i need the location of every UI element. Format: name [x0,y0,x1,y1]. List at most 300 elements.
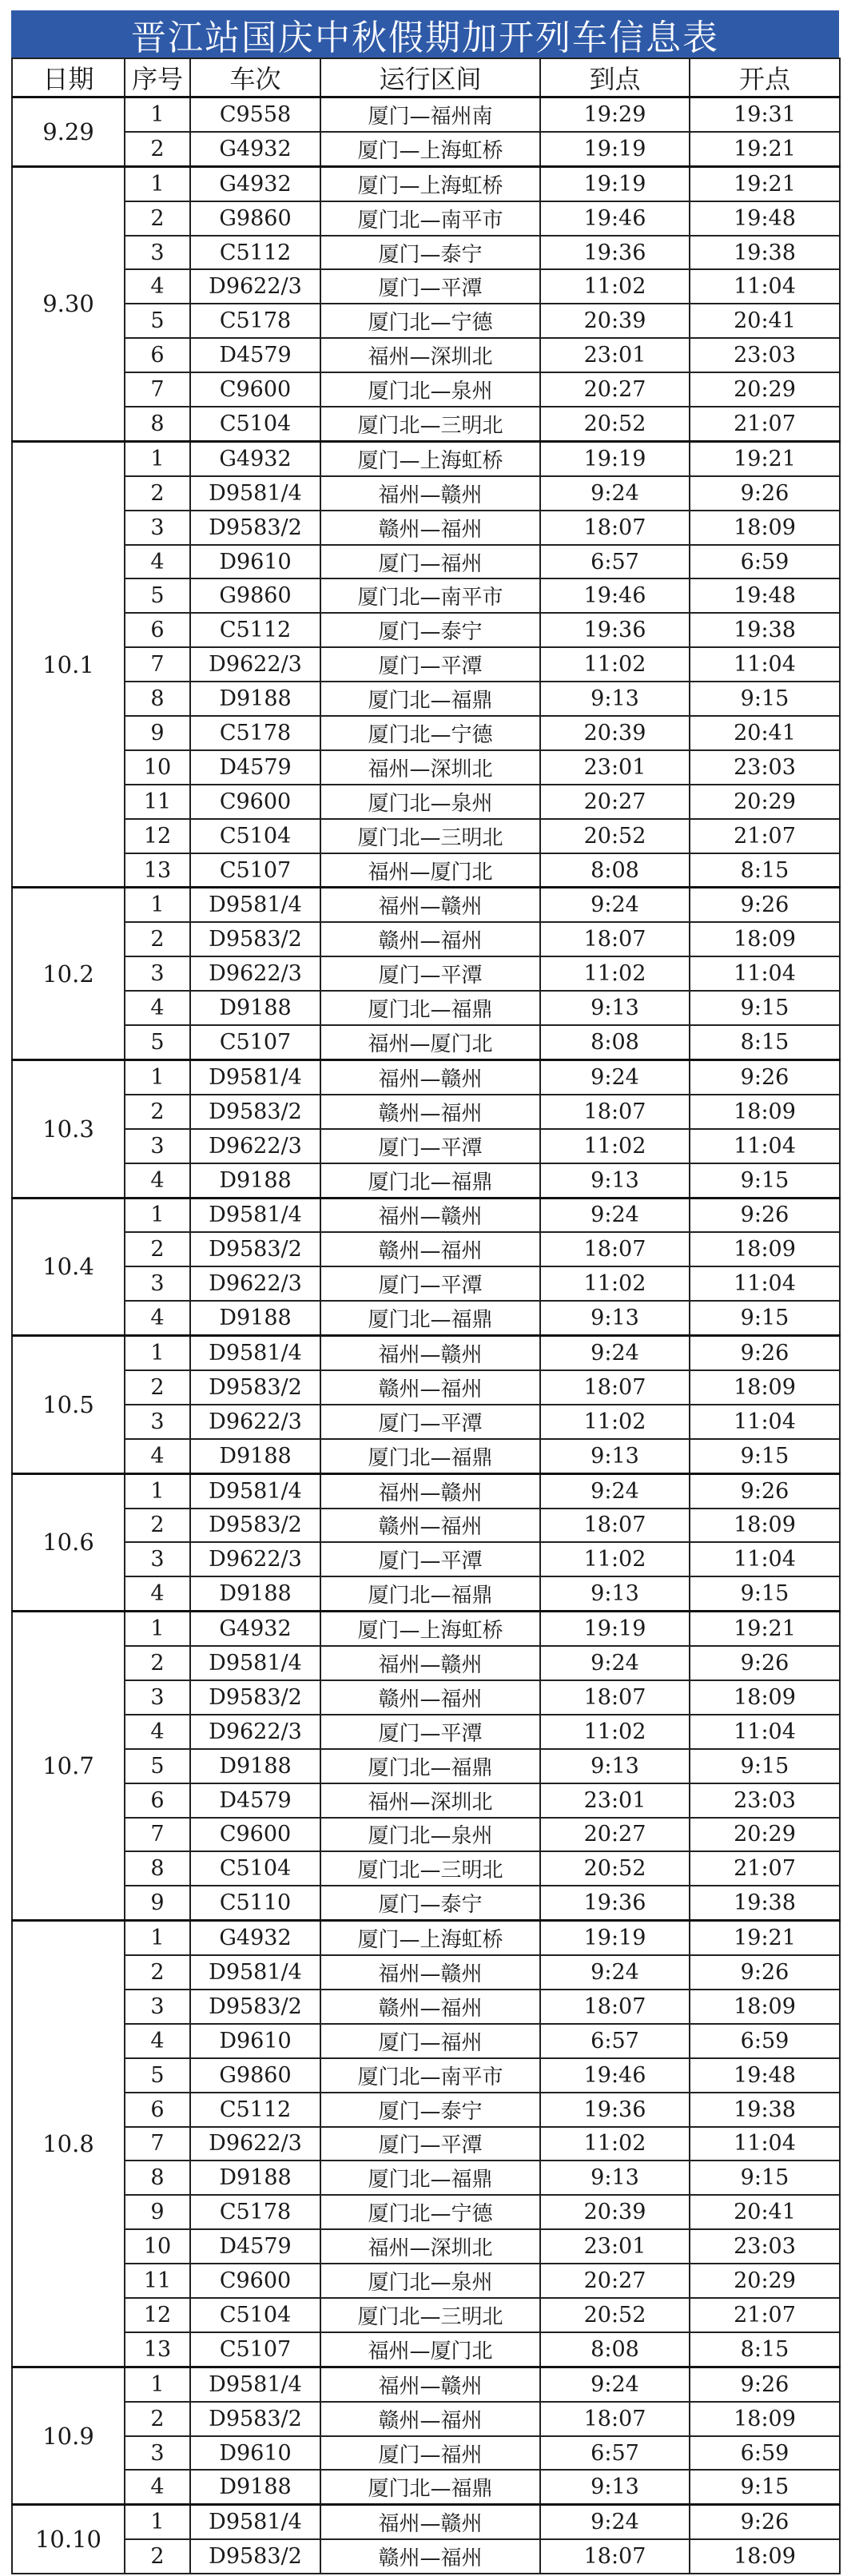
train-number-cell: D9583/2 [190,1680,320,1715]
table-row [12,2229,840,2264]
train-number-cell: C9600 [190,785,320,819]
arrive-time-cell: 18:07 [540,1990,690,2024]
seq-cell: 1 [125,1059,190,1094]
seq-cell: 3 [125,1680,190,1715]
depart-time-cell: 9:26 [690,476,840,511]
route-cell: 厦门—福州南 [320,97,540,132]
train-number-cell: D9188 [190,1301,320,1335]
table-row [12,1198,840,1232]
seq-cell: 5 [125,304,190,338]
arrive-time-cell: 19:19 [540,1612,690,1646]
table-row [12,338,840,372]
train-number-cell: C9558 [190,97,320,132]
table-row [12,1473,840,1508]
table-row [12,613,840,647]
train-number-cell: C5104 [190,1851,320,1886]
route-cell: 赣州—福州 [320,1509,540,1543]
arrive-time-cell: 9:13 [540,682,690,716]
depart-time-cell: 18:09 [690,922,840,956]
route-cell: 厦门北—福鼎 [320,2161,540,2195]
route-cell: 厦门北—泉州 [320,372,540,407]
seq-cell: 2 [125,2539,190,2574]
arrive-time-cell: 9:13 [540,2161,690,2195]
seq-cell: 3 [125,1266,190,1301]
train-number-cell: C9600 [190,372,320,407]
arrive-time-cell: 9:24 [540,1059,690,1094]
table-row [12,1405,840,1439]
train-number-cell: G9860 [190,578,320,613]
train-number-cell: D9188 [190,1163,320,1198]
train-number-cell: D9583/2 [190,922,320,956]
arrive-time-cell: 20:27 [540,2264,690,2298]
depart-time-cell: 8:15 [690,1025,840,1059]
seq-cell: 11 [125,2264,190,2298]
arrive-time-cell: 23:01 [540,2229,690,2264]
seq-cell: 1 [125,441,190,475]
depart-time-cell: 19:21 [690,132,840,166]
route-cell: 福州—赣州 [320,1955,540,1990]
table-row [12,2264,840,2298]
table-row [12,2127,840,2161]
date-cell: 10.4 [12,1198,125,1336]
train-number-cell: D9581/4 [190,476,320,511]
table-row [12,1542,840,1576]
route-cell: 厦门北—泉州 [320,1818,540,1852]
route-cell: 厦门北—宁德 [320,716,540,750]
arrive-time-cell: 19:19 [540,132,690,166]
depart-time-cell: 18:09 [690,1680,840,1715]
seq-cell: 9 [125,716,190,750]
depart-time-cell: 20:41 [690,304,840,338]
table-row [12,236,840,270]
table-row [12,1576,840,1611]
train-number-cell: D9583/2 [190,1509,320,1543]
table-row [12,1059,840,1094]
seq-cell: 5 [125,2058,190,2093]
arrive-time-cell: 18:07 [540,1095,690,1129]
train-number-cell: C9600 [190,2264,320,2298]
table-row [12,407,840,441]
seq-cell: 8 [125,2161,190,2195]
table-row [12,1680,840,1715]
train-number-cell: D9583/2 [190,1990,320,2024]
arrive-time-cell: 9:24 [540,1336,690,1370]
seq-cell: 2 [125,1232,190,1266]
arrive-time-cell: 9:13 [540,2470,690,2504]
depart-time-cell: 11:04 [690,269,840,304]
depart-time-cell: 11:04 [690,2127,840,2161]
arrive-time-cell: 18:07 [540,922,690,956]
route-cell: 福州—赣州 [320,888,540,922]
depart-time-cell: 19:38 [690,1886,840,1920]
arrive-time-cell: 18:07 [540,2402,690,2436]
route-cell: 厦门—福州 [320,2436,540,2471]
seq-cell: 9 [125,1886,190,1920]
table-row [12,372,840,407]
arrive-time-cell: 20:52 [540,1851,690,1886]
seq-cell: 1 [125,1473,190,1508]
route-cell: 厦门北—宁德 [320,304,540,338]
depart-time-cell: 23:03 [690,338,840,372]
train-number-cell: G4932 [190,441,320,475]
route-cell: 厦门—平潭 [320,1715,540,1749]
route-cell: 厦门北—泉州 [320,785,540,819]
depart-time-cell: 11:04 [690,647,840,682]
table-row [12,1851,840,1886]
seq-cell: 3 [125,1405,190,1439]
route-cell: 厦门北—南平市 [320,2058,540,2093]
seq-cell: 3 [125,511,190,545]
table-row [12,166,840,201]
seq-cell: 2 [125,1955,190,1990]
depart-time-cell: 19:21 [690,1612,840,1646]
arrive-time-cell: 19:46 [540,201,690,236]
train-number-cell: C5104 [190,407,320,441]
seq-cell: 8 [125,407,190,441]
table-row [12,1336,840,1370]
depart-time-cell: 9:26 [690,2505,840,2539]
seq-cell: 7 [125,2127,190,2161]
header-seq: 序号 [125,58,190,97]
train-number-cell: C5107 [190,853,320,888]
table-row [12,2539,840,2574]
arrive-time-cell: 11:02 [540,1542,690,1576]
train-number-cell: D9583/2 [190,2402,320,2436]
arrive-time-cell: 20:39 [540,2195,690,2229]
depart-time-cell: 19:38 [690,613,840,647]
route-cell: 厦门—上海虹桥 [320,132,540,166]
table-row [12,1646,840,1680]
arrive-time-cell: 19:36 [540,2093,690,2127]
train-schedule-table [11,58,841,2574]
seq-cell: 2 [125,201,190,236]
arrive-time-cell: 20:39 [540,304,690,338]
train-number-cell: C5107 [190,1025,320,1059]
depart-time-cell: 9:15 [690,991,840,1025]
seq-cell: 10 [125,750,190,785]
table-row [12,1749,840,1783]
arrive-time-cell: 11:02 [540,956,690,991]
arrive-time-cell: 20:52 [540,407,690,441]
table-row [12,956,840,991]
table-row [12,785,840,819]
depart-time-cell: 11:04 [690,1129,840,1163]
route-cell: 厦门北—福鼎 [320,1439,540,1473]
depart-time-cell: 9:15 [690,1576,840,1611]
depart-time-cell: 11:04 [690,956,840,991]
train-number-cell: C5178 [190,304,320,338]
arrive-time-cell: 9:13 [540,1163,690,1198]
route-cell: 福州—厦门北 [320,1025,540,1059]
arrive-time-cell: 23:01 [540,1783,690,1818]
table-row [12,304,840,338]
route-cell: 厦门北—福鼎 [320,682,540,716]
table-row [12,97,840,132]
seq-cell: 1 [125,1336,190,1370]
depart-time-cell: 23:03 [690,750,840,785]
route-cell: 厦门北—南平市 [320,578,540,613]
seq-cell: 1 [125,2367,190,2401]
train-number-cell: G9860 [190,2058,320,2093]
route-cell: 赣州—福州 [320,1680,540,1715]
depart-time-cell: 20:29 [690,785,840,819]
route-cell: 厦门—平潭 [320,1266,540,1301]
table-row [12,922,840,956]
seq-cell: 9 [125,2195,190,2229]
depart-time-cell: 20:29 [690,1818,840,1852]
arrive-time-cell: 6:57 [540,2436,690,2471]
arrive-time-cell: 9:24 [540,1198,690,1232]
train-number-cell: D9581/4 [190,1646,320,1680]
depart-time-cell: 20:29 [690,372,840,407]
seq-cell: 2 [125,1509,190,1543]
route-cell: 厦门—泰宁 [320,1886,540,1920]
seq-cell: 6 [125,613,190,647]
seq-cell: 5 [125,1025,190,1059]
date-cell: 10.10 [12,2505,125,2574]
seq-cell: 2 [125,1646,190,1680]
train-number-cell: D9622/3 [190,1542,320,1576]
arrive-time-cell: 9:24 [540,1473,690,1508]
train-number-cell: G4932 [190,132,320,166]
depart-time-cell: 9:26 [690,1646,840,1680]
route-cell: 厦门北—福鼎 [320,1576,540,1611]
train-number-cell: D9583/2 [190,511,320,545]
depart-time-cell: 19:38 [690,236,840,270]
seq-cell: 1 [125,888,190,922]
seq-cell: 13 [125,853,190,888]
table-row [12,991,840,1025]
route-cell: 厦门—福州 [320,2024,540,2058]
depart-time-cell: 19:48 [690,578,840,613]
table-row [12,545,840,579]
depart-time-cell: 11:04 [690,1266,840,1301]
depart-time-cell: 6:59 [690,2436,840,2471]
seq-cell: 4 [125,2024,190,2058]
table-row [12,1439,840,1473]
seq-cell: 4 [125,1715,190,1749]
train-number-cell: D9610 [190,545,320,579]
seq-cell: 6 [125,2093,190,2127]
table-row [12,2470,840,2504]
train-number-cell: D9583/2 [190,1370,320,1405]
depart-time-cell: 8:15 [690,853,840,888]
depart-time-cell: 9:26 [690,1473,840,1508]
train-number-cell: D9581/4 [190,2505,320,2539]
table-row [12,269,840,304]
seq-cell: 10 [125,2229,190,2264]
route-cell: 厦门—上海虹桥 [320,1921,540,1955]
table-row [12,1025,840,1059]
table-row [12,2367,840,2401]
table-row [12,1955,840,1990]
arrive-time-cell: 11:02 [540,1129,690,1163]
arrive-time-cell: 20:52 [540,819,690,853]
depart-time-cell: 9:15 [690,1749,840,1783]
seq-cell: 12 [125,2298,190,2332]
seq-cell: 2 [125,1095,190,1129]
route-cell: 福州—赣州 [320,1059,540,1094]
arrive-time-cell: 11:02 [540,1405,690,1439]
depart-time-cell: 21:07 [690,819,840,853]
depart-time-cell: 19:31 [690,97,840,132]
seq-cell: 3 [125,1990,190,2024]
seq-cell: 11 [125,785,190,819]
depart-time-cell: 21:07 [690,2298,840,2332]
seq-cell: 1 [125,97,190,132]
table-row [12,2402,840,2436]
seq-cell: 1 [125,1921,190,1955]
header-train: 车次 [190,58,320,97]
arrive-time-cell: 19:36 [540,613,690,647]
arrive-time-cell: 8:08 [540,853,690,888]
depart-time-cell: 19:48 [690,2058,840,2093]
table-row [12,853,840,888]
route-cell: 福州—赣州 [320,1473,540,1508]
table-row [12,476,840,511]
depart-time-cell: 21:07 [690,1851,840,1886]
date-cell: 10.7 [12,1612,125,1921]
depart-time-cell: 9:26 [690,1955,840,1990]
train-number-cell: D9188 [190,682,320,716]
route-cell: 厦门北—三明北 [320,1851,540,1886]
seq-cell: 4 [125,1439,190,1473]
train-number-cell: D9622/3 [190,647,320,682]
arrive-time-cell: 18:07 [540,1509,690,1543]
arrive-time-cell: 9:13 [540,991,690,1025]
arrive-time-cell: 8:08 [540,2332,690,2367]
depart-time-cell: 18:09 [690,1509,840,1543]
depart-time-cell: 19:48 [690,201,840,236]
train-number-cell: D9188 [190,1439,320,1473]
train-number-cell: D4579 [190,338,320,372]
train-number-cell: D4579 [190,1783,320,1818]
depart-time-cell: 9:26 [690,888,840,922]
route-cell: 厦门—上海虹桥 [320,166,540,201]
arrive-time-cell: 6:57 [540,545,690,579]
route-cell: 福州—深圳北 [320,1783,540,1818]
table-row [12,441,840,475]
seq-cell: 7 [125,647,190,682]
depart-time-cell: 9:15 [690,682,840,716]
date-cell: 9.29 [12,97,125,167]
train-number-cell: D9581/4 [190,1198,320,1232]
depart-time-cell: 9:26 [690,1198,840,1232]
route-cell: 福州—厦门北 [320,853,540,888]
arrive-time-cell: 8:08 [540,1025,690,1059]
arrive-time-cell: 19:19 [540,166,690,201]
date-cell: 9.30 [12,166,125,441]
header-arrive: 到点 [540,58,690,97]
table-row [12,511,840,545]
date-cell: 10.8 [12,1921,125,2367]
depart-time-cell: 18:09 [690,1232,840,1266]
table-row [12,578,840,613]
route-cell: 厦门—平潭 [320,2127,540,2161]
arrive-time-cell: 23:01 [540,338,690,372]
table-row [12,1921,840,1955]
route-cell: 厦门北—福鼎 [320,1163,540,1198]
depart-time-cell: 19:21 [690,441,840,475]
table-row [12,1886,840,1920]
date-cell: 10.3 [12,1059,125,1198]
train-number-cell: D4579 [190,2229,320,2264]
header-route: 运行区间 [320,58,540,97]
depart-time-cell: 9:26 [690,1059,840,1094]
arrive-time-cell: 19:36 [540,1886,690,1920]
depart-time-cell: 20:29 [690,2264,840,2298]
seq-cell: 5 [125,1749,190,1783]
table-row [12,1163,840,1198]
arrive-time-cell: 18:07 [540,1232,690,1266]
schedule-sheet [11,10,839,2574]
arrive-time-cell: 19:19 [540,1921,690,1955]
train-number-cell: D9581/4 [190,888,320,922]
seq-cell: 8 [125,1851,190,1886]
seq-cell: 4 [125,545,190,579]
table-row [12,1301,840,1335]
route-cell: 福州—赣州 [320,1198,540,1232]
table-row [12,819,840,853]
table-row [12,2161,840,2195]
depart-time-cell: 20:41 [690,2195,840,2229]
route-cell: 厦门—平潭 [320,956,540,991]
seq-cell: 3 [125,2436,190,2471]
route-cell: 厦门北—南平市 [320,201,540,236]
arrive-time-cell: 23:01 [540,750,690,785]
header-date: 日期 [12,58,125,97]
date-cell: 10.5 [12,1336,125,1474]
arrive-time-cell: 9:24 [540,2505,690,2539]
seq-cell: 6 [125,1783,190,1818]
route-cell: 赣州—福州 [320,922,540,956]
train-number-cell: D9622/3 [190,956,320,991]
train-number-cell: D9622/3 [190,1405,320,1439]
depart-time-cell: 6:59 [690,545,840,579]
seq-cell: 2 [125,922,190,956]
seq-cell: 7 [125,372,190,407]
arrive-time-cell: 18:07 [540,2539,690,2574]
train-number-cell: D9581/4 [190,1955,320,1990]
route-cell: 赣州—福州 [320,1990,540,2024]
route-cell: 厦门北—泉州 [320,2264,540,2298]
arrive-time-cell: 6:57 [540,2024,690,2058]
table-row [12,1715,840,1749]
table-title: 晋江站国庆中秋假期加开列车信息表 [11,10,839,58]
table-row [12,1266,840,1301]
table-row [12,2195,840,2229]
depart-time-cell: 23:03 [690,2229,840,2264]
seq-cell: 3 [125,1542,190,1576]
schedule-body [12,97,840,2574]
route-cell: 福州—赣州 [320,2367,540,2401]
train-number-cell: D9188 [190,1576,320,1611]
seq-cell: 4 [125,991,190,1025]
table-row [12,2093,840,2127]
seq-cell: 2 [125,1370,190,1405]
depart-time-cell: 8:15 [690,2332,840,2367]
seq-cell: 4 [125,269,190,304]
train-number-cell: D9581/4 [190,1473,320,1508]
depart-time-cell: 19:38 [690,2093,840,2127]
table-row [12,1990,840,2024]
seq-cell: 3 [125,956,190,991]
arrive-time-cell: 9:24 [540,888,690,922]
depart-time-cell: 9:15 [690,2161,840,2195]
route-cell: 厦门北—福鼎 [320,1301,540,1335]
train-number-cell: D9188 [190,2161,320,2195]
table-row [12,1509,840,1543]
